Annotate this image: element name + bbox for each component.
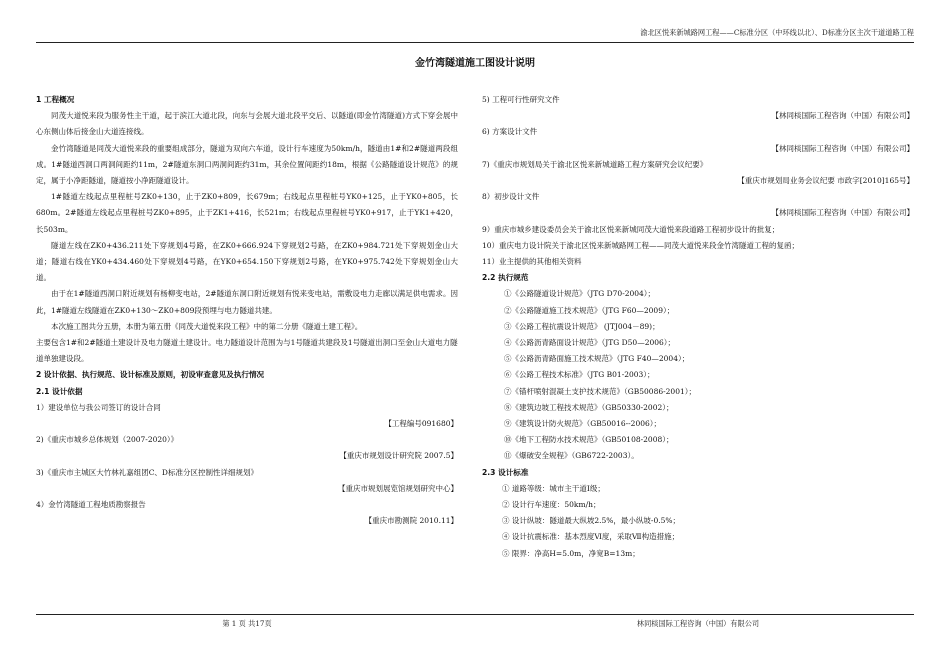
paragraph: 主要包含1#和2#隧道土建设计及电力隧道土建设计。电力隧道设计范围为与1号隧道共建段及1号隧道出洞口至金山大道电力隧道单独建设段。 bbox=[36, 338, 458, 364]
norm-item: ⑨《建筑设计防火规范》（GB50016--2006）； bbox=[504, 419, 662, 429]
basis-source: 【林同棪国际工程咨询（中国）有限公司】 bbox=[771, 208, 914, 218]
section-heading-2: 2 设计依据、执行规范、设计标准及原则，初设审查意见及执行情况 bbox=[36, 370, 265, 380]
basis-item: 1）建设单位与我公司签订的设计合同 bbox=[36, 402, 161, 412]
basis-item: 2)《重庆市城乡总体规划（2007-2020）》 bbox=[36, 435, 179, 445]
norm-item: ④《公路沥青路面设计规范》（JTG D50—2006）； bbox=[504, 338, 676, 348]
basis-source: 【林同棪国际工程咨询（中国）有限公司】 bbox=[771, 111, 914, 121]
basis-item: 4）金竹湾隧道工程地质勘察报告 bbox=[36, 500, 146, 510]
standard-item: ① 道路等级：城市主干道Ⅰ级； bbox=[502, 483, 605, 493]
running-footer bbox=[36, 614, 914, 633]
basis-item: 8）初步设计文件 bbox=[482, 192, 540, 202]
basis-item: 10）重庆电力设计院关于渝北区悦来新城路网工程——同茂大道悦来段金竹湾隧道工程的复函； bbox=[482, 240, 800, 250]
document-title: 金竹湾隧道施工图设计说明 bbox=[415, 58, 535, 69]
subsection-heading-2-2: 2.2 执行规范 bbox=[482, 273, 529, 283]
norm-item: ③《公路工程抗震设计规范》 (JTJ004－89)； bbox=[504, 321, 660, 331]
standard-item: ④ 设计抗震标准：基本烈度Ⅵ度，采取Ⅶ构造措施； bbox=[502, 532, 680, 542]
norm-item: ⑪《爆破安全规程》（GB6722-2003）。 bbox=[504, 451, 639, 461]
basis-item: 5) 工程可行性研究文件 bbox=[482, 95, 560, 104]
norm-item: ⑥《公路工程技术标准》（JTG B01-2003）； bbox=[504, 370, 655, 380]
paragraph: 隧道左线在ZK0+436.211处下穿规划4号路，在ZK0+666.924下穿规划2号路，在ZK0+984.721处下穿规划金山大道；隧道右线在YK0+434.460处下穿规划4号路，在YK0+654.150下穿规划2号路，在YK0+975.742处下穿规划金山大道。 bbox=[36, 240, 458, 283]
basis-item: 7)《重庆市规划局关于渝北区悦来新城道路工程方案研究会议纪要》 bbox=[482, 159, 708, 169]
basis-item: 9）重庆市城乡建设委员会关于渝北区悦来新城同茂大道悦来段道路工程初步设计的批复； bbox=[482, 224, 780, 234]
page-number: 第 1 页 共17页 bbox=[222, 619, 272, 628]
paragraph: 同茂大道悦来段为服务性主干道，起于滨江大道北段，向东与会展大道北段平交后、以隧道(即金竹湾隧道)方式下穿会展中心东侧山体后接金山大道连接线。 bbox=[36, 111, 458, 137]
paragraph: 金竹湾隧道是同茂大道悦来段的重要组成部分，隧道为双向六车道，设计行车速度为50km/h，隧道由1#和2#隧道两段组成。1#隧道西洞口两洞间距约11m，2#隧道东洞口两洞间距约31m，其余位置间距约18m，根据《公路隧道设计规范》的规定，属于小净距隧道，隧道按小净距隧道设计。 bbox=[36, 143, 458, 186]
norm-item: ②《公路隧道施工技术规范》（JTG F60—2009）； bbox=[504, 305, 675, 315]
basis-item: 6) 方案设计文件 bbox=[482, 127, 538, 137]
norm-item: ⑧《建筑边坡工程技术规范》（GB50330-2002）； bbox=[504, 402, 674, 412]
standard-item: ③ 设计纵坡：隧道最大纵坡2.5%，最小纵坡-0.5%； bbox=[502, 516, 681, 526]
section-heading-1: 1 工程概况 bbox=[36, 95, 75, 104]
paragraph: 本次施工图共分五册，本册为第五册《同茂大道悦来段工程》中的第二分册《隧道土建工程》。 bbox=[51, 321, 363, 331]
running-header: 渝北区悦来新城路网工程——C标准分区（中环线以北）、D标准分区主次干道道路工程 bbox=[36, 26, 914, 43]
basis-item: 11）业主提供的其他相关资料 bbox=[482, 257, 582, 267]
norm-item: ⑩《地下工程防水技术规范》（GB50108-2008）； bbox=[504, 435, 674, 445]
norm-item: ⑤《公路沥青路面施工技术规范》（JTG F40—2004）； bbox=[504, 354, 690, 364]
basis-item: 3)《重庆市主城区大竹林礼嘉组团C、D标准分区控制性详细规划》 bbox=[36, 467, 258, 477]
right-column bbox=[482, 92, 914, 562]
standard-item: ② 设计行车速度：50km/h； bbox=[502, 500, 601, 510]
subsection-heading-2-3: 2.3 设计标准 bbox=[482, 467, 529, 477]
paragraph: 1#隧道左线起点里程桩号ZK0+130，止于ZK0+809，长679m；右线起点里程桩号YK0+125，止于YK0+805，长680m。2#隧道左线起点里程桩号ZK0+895，止于ZK1+416，长521m；右线起点里程桩号YK0+917，止于YK1+420，长503m。 bbox=[36, 192, 458, 234]
standard-item: ⑤ 限界：净高H=5.0m，净宽B=13m； bbox=[502, 548, 640, 558]
basis-source: 【重庆市规划设计研究院 2007.5】 bbox=[339, 451, 458, 461]
subsection-heading-2-1: 2.1 设计依据 bbox=[36, 386, 83, 396]
norm-item: ①《公路隧道设计规范》（JTG D70-2004）； bbox=[504, 289, 656, 299]
norm-item: ⑦《锚杆喷射混凝土支护技术规范》（GB50086-2001）； bbox=[504, 386, 696, 396]
left-column bbox=[36, 92, 458, 529]
basis-source: 【工程编号091680】 bbox=[384, 419, 458, 429]
footer-company: 林同棪国际工程咨询（中国）有限公司 bbox=[636, 619, 760, 628]
basis-source: 【重庆市规划展览馆规划研究中心】 bbox=[338, 483, 458, 493]
basis-source: 【重庆市勘测院 2010.11】 bbox=[364, 516, 458, 526]
basis-source: 【林同棪国际工程咨询（中国）有限公司】 bbox=[771, 143, 914, 153]
basis-source: 【重庆市规划局业务会议纪要 市政字[2010]165号】 bbox=[737, 176, 914, 186]
paragraph: 由于在1#隧道西洞口附近规划有杨柳变电站，2#隧道东洞口附近规划有悦来变电站，需敷设电力走廊以满足供电需求。因此，1#隧道左线隧道在ZK0+130～ZK0+809段预埋与电力隧道共建。 bbox=[36, 289, 458, 315]
